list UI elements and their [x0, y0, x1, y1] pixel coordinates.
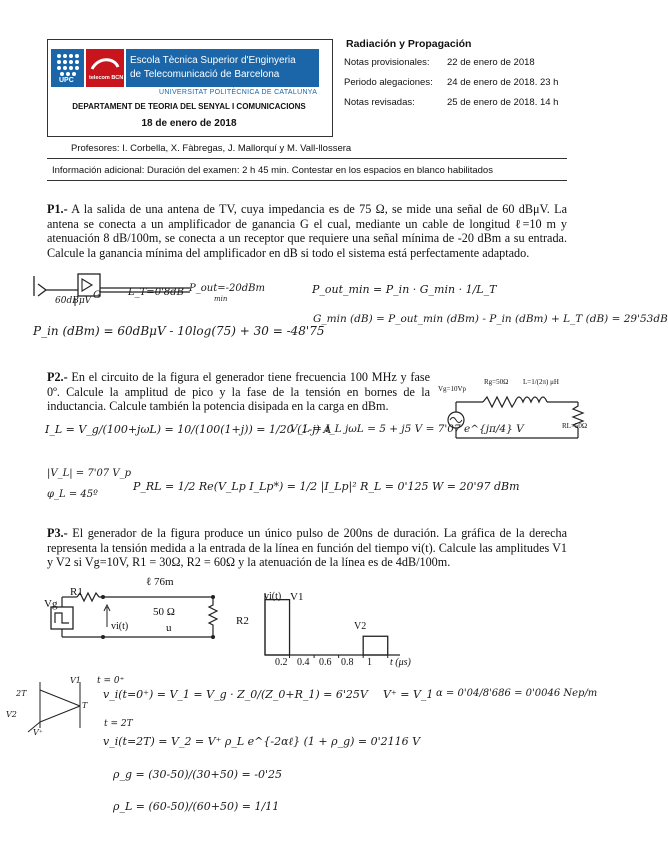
header-row-3-label: Notas revisadas:: [344, 97, 415, 108]
p3-eq1: v_i(t=0⁺) = V_1 = V_g · Z_0/(Z_0+R_1) = 6'25V: [103, 688, 368, 701]
header-row-1-value: 22 de enero de 2018: [447, 57, 535, 68]
p3-z0-label: 50 Ω: [153, 606, 175, 618]
p1-antenna-signal: 60dBμV: [55, 296, 92, 306]
p2-l-label: L=1/(2π) μH: [523, 378, 559, 386]
upc-logo: [51, 49, 84, 87]
p3-diag-v1: V1: [70, 676, 81, 685]
p1-pout-label: P_out=-20dBm: [189, 283, 265, 294]
school-line2: de Telecomunicació de Barcelona: [130, 69, 280, 80]
header-row-3-value: 25 de enero de 2018. 14 h: [447, 97, 559, 108]
school-line1: Escola Tècnica Superior d'Enginyeria: [130, 55, 296, 66]
p3-t2: t = 2T: [104, 719, 133, 729]
p3-diag-v2: V2: [6, 710, 17, 719]
course-title: Radiación y Propagación: [346, 38, 472, 50]
p3-vi-label: vi(t): [111, 621, 129, 632]
telecom-logo: [86, 49, 124, 87]
p3-eq6: ρ_L = (60-50)/(60+50) = 1/11: [113, 800, 280, 813]
p3-t0: t = 0⁺: [97, 676, 125, 686]
p3-eq3: α = 0'04/8'686 = 0'0046 Nep/m: [436, 688, 598, 699]
p3-eq2: V⁺ = V_1: [383, 688, 434, 701]
chart-y-axis-label: vi(t): [264, 591, 282, 602]
header-row-2-label: Periodo alegaciones:: [344, 77, 433, 88]
info-line: Información adicional: Duración del examen: 2 h 45 min. Contestar en los espacios en blanco habilitados: [52, 165, 493, 176]
p2-statement: [47, 370, 430, 414]
upc-logo-text: UPC: [59, 77, 74, 84]
chart-tick-1: 0.4: [297, 657, 310, 668]
chart-x-axis-label: t (μs): [390, 657, 411, 668]
p3-length-label: ℓ 76m: [146, 576, 174, 588]
p1-eq3: P_in (dBm) = 60dBμV - 10log(75) + 30 = -48'75: [33, 324, 325, 338]
p2-eq4: φ_L = 45º: [47, 489, 98, 500]
p3-r2-label: R2: [236, 615, 249, 627]
chart-tick-0: 0.2: [275, 657, 288, 668]
p3-diag-vplus: V⁺: [33, 728, 43, 737]
p2-label: P2.-: [47, 370, 68, 384]
telecom-logo-text: telecom BCN: [89, 75, 124, 81]
p1-pout-sub: min: [214, 295, 228, 303]
p1-label: P1.-: [47, 202, 68, 216]
p3-text: El generador de la figura produce un único pulso de 200ns de duración. La gráfica de la derecha representa la tensión medida a la entrada de la línea en función del tiempo vi(t). Calcule las amplitudes V1 y V2 si Vg=10V, R1 = 30Ω, R2 = 60Ω y la atenuación de la línea es de 4dB/100m.: [47, 526, 567, 570]
p3-label: P3.-: [47, 526, 68, 540]
exam-date: 18 de enero de 2018: [141, 118, 237, 129]
chart-tick-4: 1: [367, 657, 372, 668]
p2-eq3: |V_L| = 7'07 V_p: [47, 468, 131, 479]
p2-rl-label: RL=50Ω: [562, 422, 588, 430]
p3-r1-label: R1: [70, 586, 83, 598]
telecom-swoosh-icon: [86, 49, 124, 87]
chart-v2-label: V2: [354, 621, 367, 632]
p1-eq1: P_out_min = P_in · G_min · 1/L_T: [312, 283, 497, 296]
p3-eq4: v_i(t=2T) = V_2 = V⁺ ρ_L e^{-2αℓ} (1 + ρ_g) = 0'2116 V: [103, 735, 421, 748]
p1-lt-label: L_T=0'8dB: [128, 287, 184, 298]
p2-vg-label: Vg=10Vp: [438, 385, 467, 393]
chart-tick-2: 0.6: [319, 657, 332, 668]
p2-eq5: P_RL = 1/2 Re(V_Lp I_Lp*) = 1/2 |I_Lp|² R_L = 0'125 W = 20'97 dBm: [133, 480, 520, 493]
pulse-bar-2: [363, 636, 388, 655]
p2-eq1: I_L = V_g/(100+jωL) = 10/(100(1+j)) = 1/20 (1-j) A: [45, 423, 332, 436]
p2-text: En el circuito de la figura el generador tiene frecuencia 100 MHz y fase 0º. Calcule la amplitud de pico y la fase de la tensión en bornes de la inductancia. Calcule también la potencia disipada en la carga en dBm.: [47, 370, 431, 414]
university-name: UNIVERSITAT POLITÈCNICA DE CATALUNYA: [159, 89, 318, 96]
school-banner: [126, 49, 319, 87]
p3-diag-2t: 2T: [16, 689, 27, 698]
header-row-2-value: 24 de enero de 2018. 23 h: [447, 77, 559, 88]
p3-eq5: ρ_g = (30-50)/(30+50) = -0'25: [113, 768, 282, 781]
p1-eq2: G_min (dB) = P_out_min (dBm) - P_in (dBm) + L_T (dB) = 29'53dB: [313, 313, 668, 325]
p1-statement: [47, 202, 567, 260]
p1-text: A la salida de una antena de TV, cuya impedancia es de 75 Ω, se mide una señal de 60 dBμV. La antena se conecta a un amplificador de ganancia G el cual, mediante un cable de longitud ℓ=10 m y atenuación 8 dB/100m, se conecta a un receptor que requiere una señal mínima de -20 dBm a su entrada. Calcule la ganancia mínima del amplificador en dB si todo el sistema está perfectamente adaptado.: [47, 202, 567, 260]
pulse-bar-1: [265, 600, 290, 655]
chart-v1-label: V1: [290, 591, 304, 603]
p3-vg-label: Vg: [44, 598, 58, 610]
chart-tick-3: 0.8: [341, 657, 354, 668]
p3-statement: [47, 526, 567, 570]
department-name: DEPARTAMENT DE TEORIA DEL SENYAL I COMUNICACIONS: [72, 102, 306, 111]
header-row-1-label: Notas provisionales:: [344, 57, 430, 68]
p2-eq2: V_L = I_L jωL = 5 + j5 V = 7'07 e^{jπ/4} V: [290, 423, 524, 435]
divider-bottom: [47, 180, 567, 181]
p3-u-label: u: [166, 622, 172, 634]
professors: Profesores: I. Corbella, X. Fàbregas, J. Mallorquí y M. Vall-llossera: [71, 143, 352, 154]
divider-top: [47, 158, 567, 159]
p1-g-label: G: [93, 290, 101, 301]
p3-diag-t: T: [82, 701, 88, 710]
p2-rg-label: Rg=50Ω: [484, 378, 509, 386]
